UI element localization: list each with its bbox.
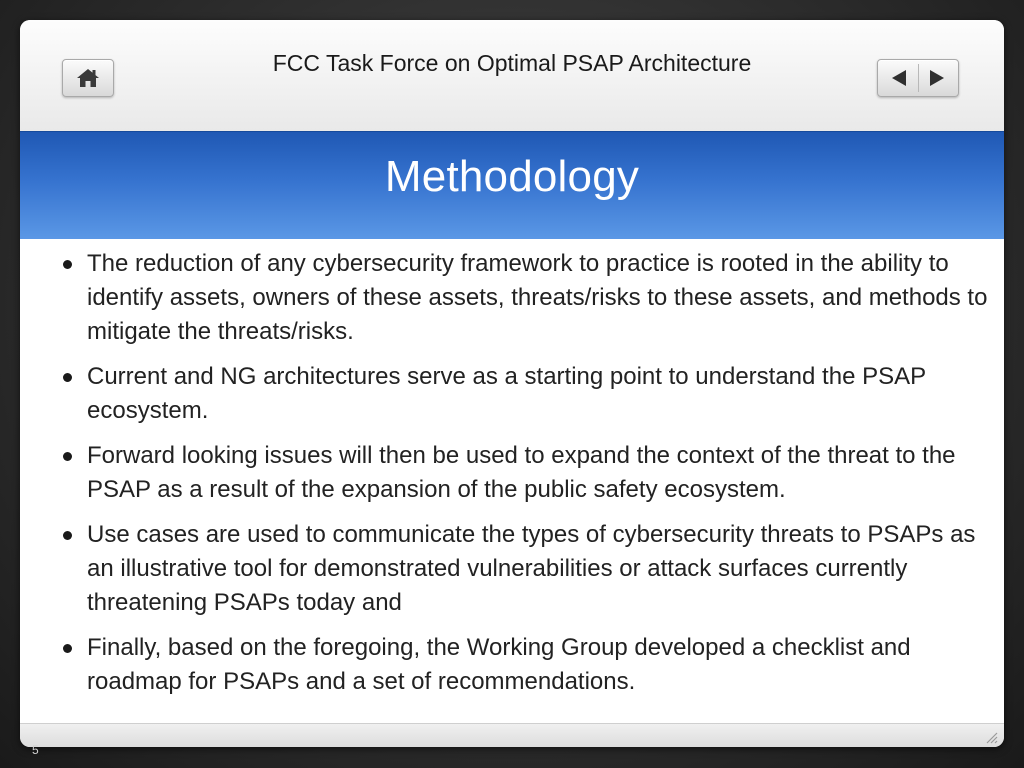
triangle-right-icon (928, 68, 946, 88)
slide-footer (20, 723, 1004, 747)
presentation-title: FCC Task Force on Optimal PSAP Architecture (272, 50, 752, 76)
previous-slide-button[interactable] (884, 63, 914, 93)
bullet-text: The reduction of any cybersecurity framework to practice is rooted in the ability to identify assets, owners of these assets, threats/risks to these assets, and methods to mitigate the threats/risks. (87, 250, 988, 345)
bullet-dot-icon (63, 452, 72, 461)
page-number: 5 (32, 743, 39, 757)
slide (20, 20, 1004, 747)
bullet-text: Current and NG architectures serve as a starting point to understand the PSAP ecosystem. (87, 363, 926, 424)
slide-content (20, 239, 1004, 723)
bullet-text: Use cases are used to communicate the types of cybersecurity threats to PSAPs as an illustrative tool for demonstrated vulnerabilities or attack surfaces currently threatening PSAPs today and (87, 521, 976, 616)
nav-divider (918, 64, 919, 92)
bullet-item (55, 247, 990, 349)
bullet-dot-icon (63, 373, 72, 382)
triangle-left-icon (890, 68, 908, 88)
slide-title: Methodology (384, 152, 640, 201)
bullet-item (55, 439, 990, 507)
bullet-dot-icon (63, 531, 72, 540)
bullet-item (55, 631, 990, 699)
bullet-text: Forward looking issues will then be used to expand the context of the threat to the PSAP as a result of the expansion of the public safety ecosystem. (87, 442, 956, 503)
bullet-dot-icon (63, 644, 72, 653)
next-slide-button[interactable] (922, 63, 952, 93)
bullet-item (55, 360, 990, 428)
resize-grip-icon (984, 730, 998, 744)
slide-header (20, 20, 1004, 131)
bullet-dot-icon (63, 260, 72, 269)
title-band (20, 131, 1004, 240)
bullet-text: Finally, based on the foregoing, the Working Group developed a checklist and roadmap for PSAPs and a set of recommendations. (87, 634, 911, 695)
bullet-item (55, 518, 990, 620)
slide-navigation (877, 59, 959, 97)
bullet-list (55, 247, 990, 710)
